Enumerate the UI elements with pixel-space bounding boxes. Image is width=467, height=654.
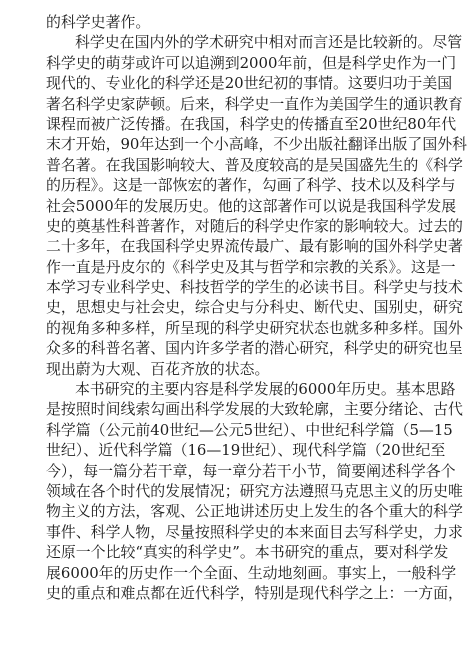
body-text [46,12,467,603]
text-line: 世纪）、近代科学篇（16—19世纪）、现代科学篇（20世纪至 [46,441,446,460]
text-line: 事件、科学人物，尽量按照科学史的本来面目去写科学史，力求 [46,522,463,541]
text-line: 的科学史著作。 [46,13,151,31]
text-line: 众多的科普名著、国内许多学者的潜心研究，科学史的研究也呈 [46,339,463,358]
text-line: 著名科学史家萨顿。后来，科学史一直作为美国学生的通识教育 [46,94,463,113]
text-line: 社会5000年的发展历史。他的这部著作可以说是我国科学发展 [46,196,457,215]
text-line: 史的重点和难点都在近代科学，特别是现代科学之上：一方面， [46,583,463,602]
paragraph-last-line: 现出蔚为大观、百花齐放的状态。 [46,359,270,378]
text-line: 作一直是丹皮尔的《科学史及其与哲学和宗教的关系》。这是一 [46,257,456,276]
text-line: 本学习专业科学史、科技哲学的学生的必读书目。科学史与技术 [46,278,463,297]
text-line: 展6000年的历史作一个全面、生动地刻画。事实上，一般科学 [46,563,457,582]
text-line: 二十多年，在我国科学史界流传最广、最有影响的国外科学史著 [46,237,463,256]
text-line: 科学史的萌芽或许可以追溯到2000年前，但是科学史作为一门 [46,53,457,72]
text-line: 课程而被广泛传播。在我国，科学史的传播直至20世纪80年代 [46,114,457,133]
text-line: 还原一个比较“真实的科学史”。本书研究的重点，要对科学发 [46,543,449,562]
paragraph-first-line: 科学史在国内外的学术研究中相对而言还是比较新的。尽管 [75,33,463,52]
text-line: 现代的、专业化的科学还是20世纪初的事情。这要归功于美国 [46,74,453,93]
text-line: 的视角多种多样，所呈现的科学史研究状态也就多种多样。国外 [46,318,463,337]
text-line: 是按照时间线索勾画出科学发展的大致轮廓，主要分绪论、古代 [46,400,463,419]
text-line: 普名著。在我国影响较大、普及度较高的是吴国盛先生的《科学 [46,155,463,174]
text-line: 史，思想史与社会史，综合史与分科史、断代史、国别史，研究 [46,298,463,317]
text-line: 领域在各个时代的发展情况；研究方法遵照马克思主义的历史唯 [46,481,463,500]
paragraph-first-line: 本书研究的主要内容是科学发展的6000年历史。基本思路 [75,380,456,399]
text-line: 物主义的方法，客观、公正地讲述历史上发生的各个重大的科学 [46,502,463,521]
text-line: 今），每一篇分若干章，每一章分若干小节，简要阐述科学各个 [46,461,456,480]
text-line: 末才开始，90年达到一个小高峰，不少出版社翻译出版了国外科 [46,135,467,154]
text-line: 科学篇（公元前40世纪—公元5世纪）、中世纪科学篇（5—15 [46,420,453,439]
text-line: 史的奠基性科普著作，对随后的科学史作家的影响较大。过去的 [46,216,463,235]
text-line: 的历程》。这是一部恢宏的著作，勾画了科学、技术以及科学与 [46,176,456,195]
